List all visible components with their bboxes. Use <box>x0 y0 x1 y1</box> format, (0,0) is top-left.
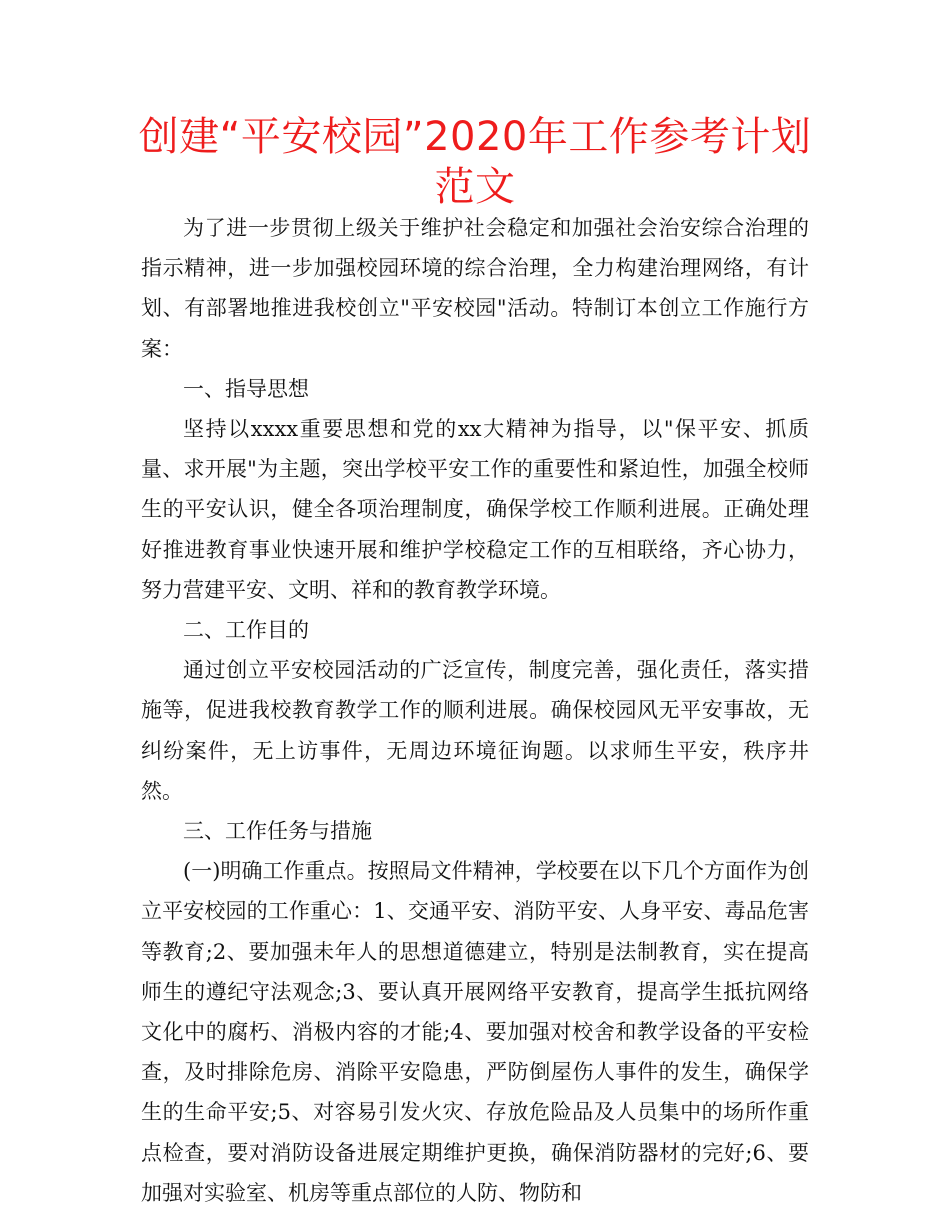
document-title: 创建“平安校园”2020年工作参考计划范文 <box>138 114 812 210</box>
guiding-ideology-paragraph: 坚持以xxxx重要思想和党的xx大精神为指导，以"保平安、抓质量、求开展"为主题，突出学校平安工作的重要性和紧迫性，加强全校师生的平安认识，健全各项治理制度，确保学校工作顺利进展。正确处理好推进教育事业快速开展和维护学校稳定工作的互相联络，齐心协力，努力营建平安、文明、祥和的教育教学环境。 <box>141 417 809 602</box>
section-heading-tasks-measures: 三、工作任务与措施 <box>183 819 372 844</box>
tasks-measures-paragraph: (一)明确工作重点。按照局文件精神，学校要在以下几个方面作为创立平安校园的工作重心：1、交通平安、消防平安、人身平安、毒品危害等教育;2、要加强未年人的思想道德建立，特别是法制教育，实在提高师生的遵纪守法观念;3、要认真开展网络平安教育，提高学生抵抗网络文化中的腐朽、消极内容的才能;4、要加强对校舍和教学设备的平安检查，及时排除危房、消除平安隐患，严防倒屋伤人事件的发生，确保学生的生命平安;5、对容易引发火灾、存放危险品及人员集中的场所作重点检查，要对消防设备进展定期维护更换，确保消防器材的完好;6、要加强对实验室、机房等重点部位的人防、物防和 <box>141 859 809 1205</box>
document-body <box>141 208 809 1213</box>
work-goals-paragraph: 通过创立平安校园活动的广泛宣传，制度完善，强化责任，落实措施等，促进我校教育教学工作的顺利进展。确保校园风无平安事故，无纠纷案件，无上访事件，无周边环境征询题。以求师生平安，秩序井然。 <box>141 658 809 803</box>
section-heading-work-goals: 二、工作目的 <box>183 618 309 643</box>
intro-paragraph: 为了进一步贯彻上级关于维护社会稳定和加强社会治安综合治理的指示精神，进一步加强校园环境的综合治理，全力构建治理网络，有计划、有部署地推进我校创立"平安校园"活动。特制订本创立工作施行方案： <box>141 216 809 361</box>
section-heading-guiding-ideology: 一、指导思想 <box>183 376 309 401</box>
